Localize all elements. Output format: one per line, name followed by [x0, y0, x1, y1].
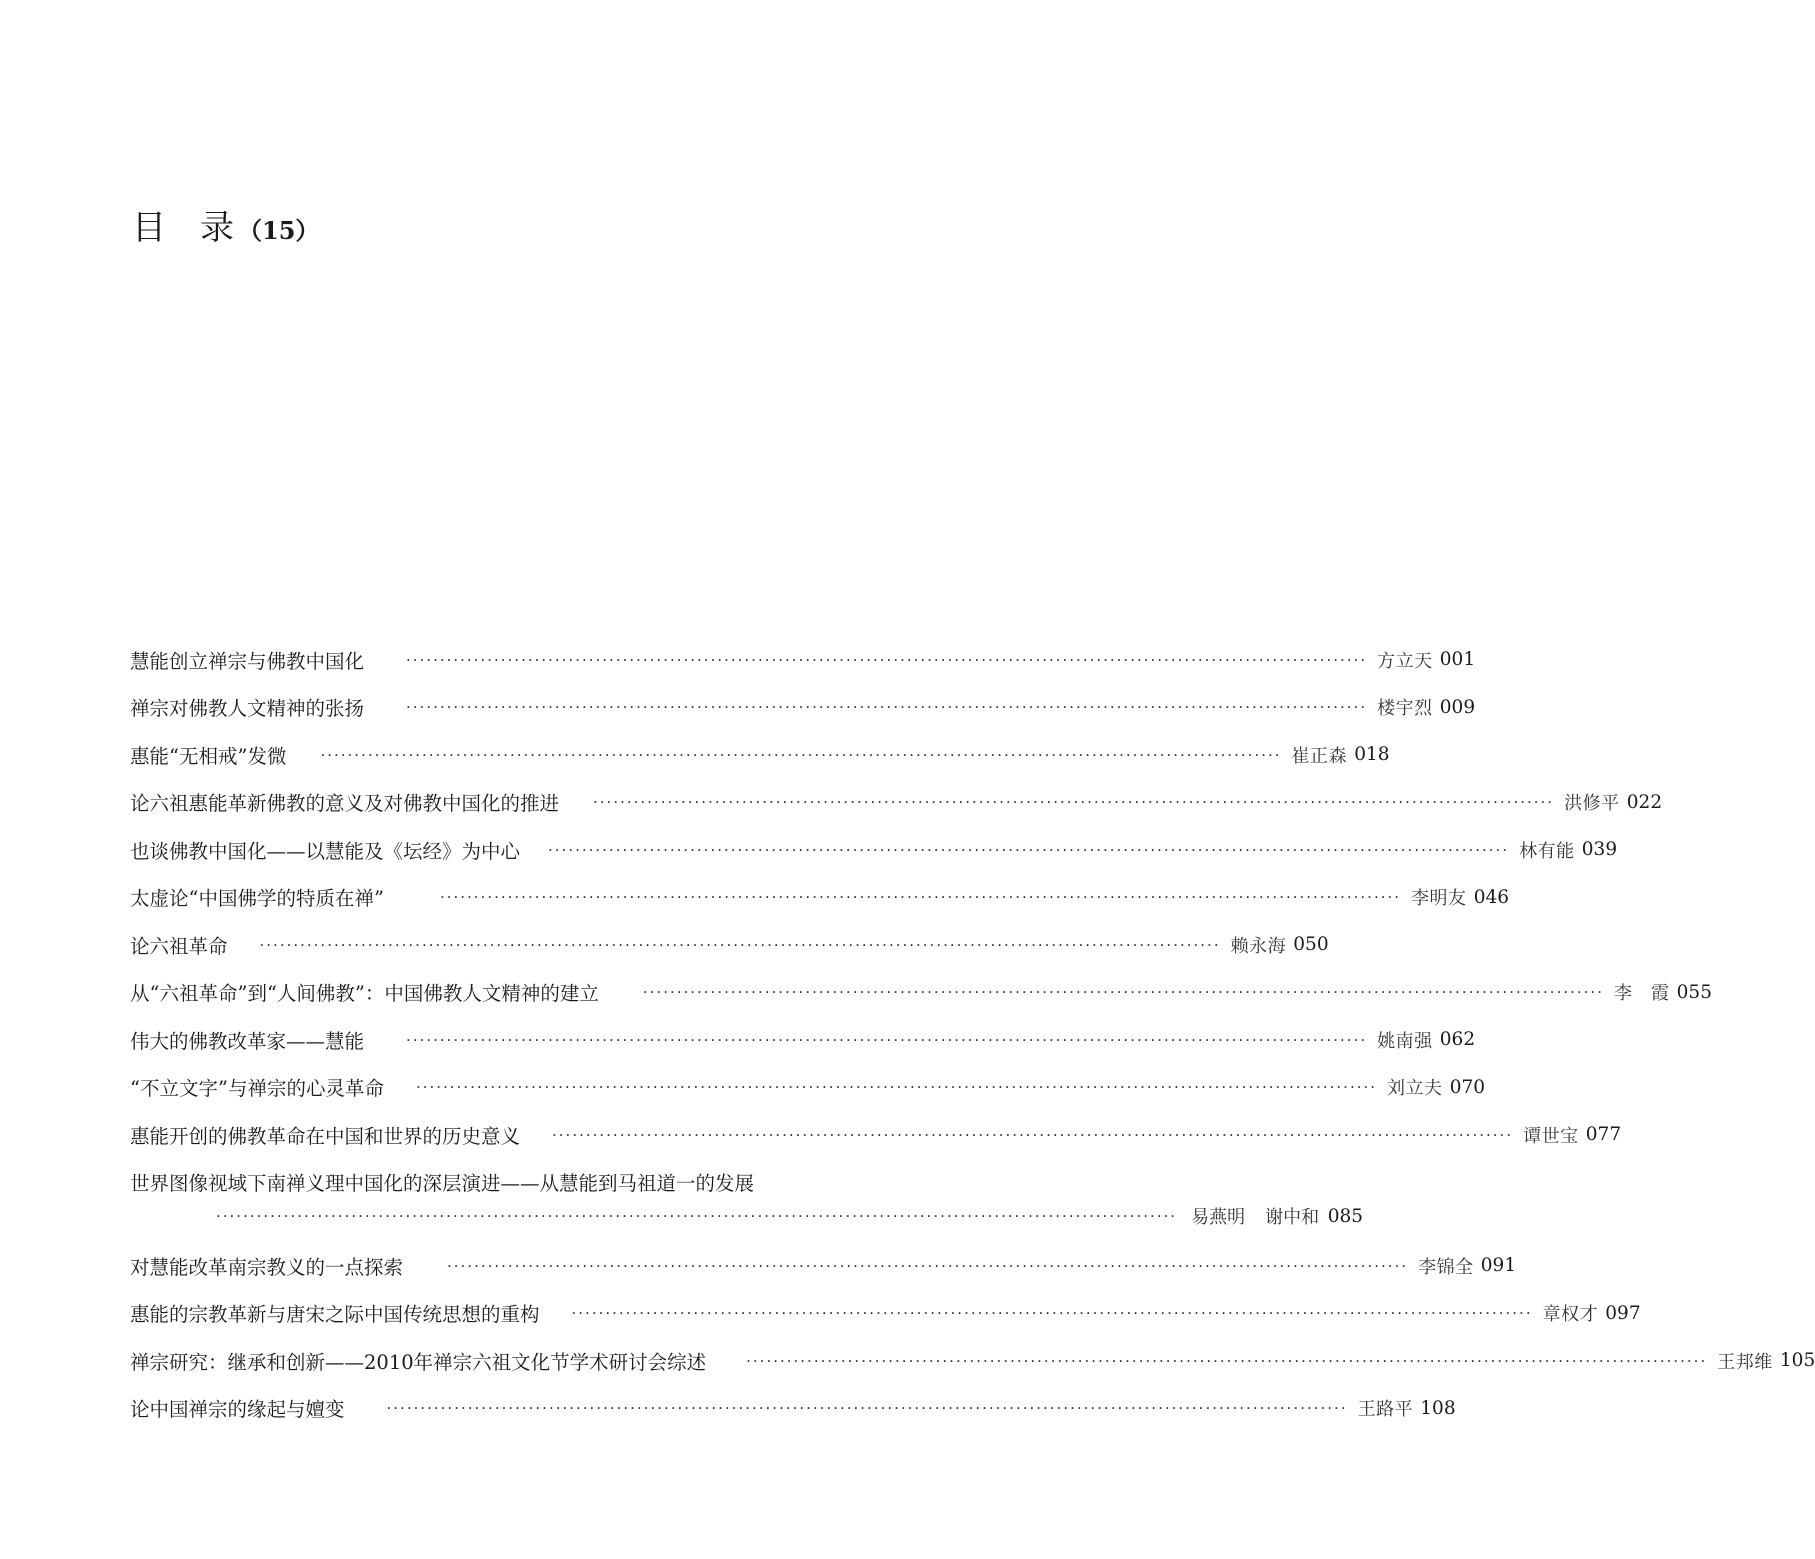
dot-leader: ·············································································································································· [406, 698, 1368, 717]
dot-leader: ·············································································································································· [552, 1125, 1514, 1144]
entry-author: 崔正森 [1291, 745, 1348, 767]
entry-title: 论六祖革命 [130, 934, 228, 958]
page-title [132, 200, 319, 250]
toc-entry-105[interactable] [130, 1337, 1815, 1385]
entry-page: 097 [1605, 1302, 1641, 1324]
entry-author: 李锦全 [1418, 1256, 1474, 1278]
entry-title: 伟大的佛教改革家——慧能 [130, 1029, 365, 1053]
toc-entry-001[interactable] [130, 636, 1476, 684]
toc-entry-070[interactable] [130, 1064, 1486, 1112]
entry-page: 070 [1449, 1076, 1486, 1098]
entry-page: 001 [1439, 649, 1476, 671]
dot-leader: ·············································································································································· [447, 1256, 1409, 1275]
entry-page: 077 [1585, 1124, 1622, 1146]
dot-leader: ·············································································································································· [216, 1207, 1178, 1225]
entry-title: 从“六祖革命”到“人间佛教”：中国佛教人文精神的建立 [130, 982, 599, 1006]
entry-leader-line [130, 1198, 1364, 1234]
dot-leader: ·············································································································································· [415, 1078, 1378, 1097]
toc-entry-085[interactable] [130, 1159, 1364, 1235]
entry-page: 039 [1581, 839, 1618, 861]
dot-leader: ·············································································································································· [386, 1399, 1348, 1418]
toc-entry-097[interactable] [130, 1290, 1641, 1338]
title-char-1: 目 [132, 208, 166, 248]
entry-author: 谭世宝 [1523, 1125, 1579, 1147]
entry-author: 李 霞 [1613, 983, 1670, 1005]
toc-entry-039[interactable] [130, 826, 1618, 874]
toc-entry-018[interactable] [130, 731, 1390, 779]
toc-entry-050[interactable] [130, 921, 1329, 969]
entry-author-2: 谢中和 [1265, 1207, 1320, 1228]
dot-leader: ·············································································································································· [746, 1351, 1708, 1370]
entry-page: 009 [1439, 696, 1476, 718]
entry-author: 王邦维 [1717, 1351, 1773, 1373]
entry-page: 055 [1676, 981, 1712, 1003]
entry-page: 062 [1439, 1029, 1476, 1051]
toc-entry-062[interactable] [130, 1016, 1476, 1064]
entry-author-1: 易燕明 [1191, 1207, 1246, 1228]
entry-page: 050 [1293, 934, 1329, 956]
entry-author: 方立天 [1377, 650, 1433, 672]
entry-page: 018 [1354, 744, 1390, 766]
table-of-contents [130, 636, 1815, 1432]
toc-entry-108[interactable] [130, 1385, 1456, 1433]
entry-title: “不立文字”与禅宗的心灵革命 [130, 1077, 384, 1101]
toc-entry-022[interactable] [130, 779, 1663, 827]
toc-entry-055[interactable] [130, 969, 1712, 1017]
dot-leader: ·············································································································································· [406, 1030, 1368, 1049]
entry-author: 李明友 [1411, 888, 1467, 910]
entry-page: 085 [1327, 1205, 1364, 1227]
toc-entry-091[interactable] [130, 1242, 1517, 1290]
entry-title: 也谈佛教中国化——以慧能及《坛经》为中心 [130, 839, 521, 863]
entry-title: 惠能的宗教革新与唐宋之际中国传统思想的重构 [130, 1303, 540, 1327]
dot-leader: ·············································································································································· [439, 888, 1402, 907]
entry-title: 太虚论“中国佛学的特质在禅” [130, 887, 384, 911]
entry-title: 论中国禅宗的缘起与嬗变 [130, 1398, 345, 1422]
entry-title: 论六祖惠能革新佛教的意义及对佛教中国化的推进 [130, 792, 560, 816]
entry-author: 王路平 [1357, 1399, 1414, 1421]
toc-entry-046[interactable] [130, 874, 1510, 922]
entry-title: 慧能创立禅宗与佛教中国化 [130, 649, 365, 673]
dot-leader: ·············································································································································· [548, 840, 1510, 859]
entry-author: 赖永海 [1230, 935, 1287, 957]
dot-leader: ·············································································································································· [259, 935, 1221, 954]
dot-leader: ·············································································································································· [642, 983, 1604, 1002]
entry-page: 046 [1473, 886, 1510, 908]
entry-author: 林有能 [1519, 840, 1575, 862]
entry-title: 禅宗研究：继承和创新——2010年禅宗六祖文化节学术研讨会综述 [130, 1350, 707, 1374]
entry-author: 刘立夫 [1387, 1078, 1443, 1100]
entry-author: 楼宇烈 [1377, 698, 1433, 720]
entry-title: 禅宗对佛教人文精神的张扬 [130, 697, 365, 721]
entry-title: 世界图像视域下南禅义理中国化的深层演进——从慧能到马祖道一的发展 [130, 1172, 755, 1196]
entry-page: 022 [1626, 791, 1663, 813]
dot-leader: ·············································································································································· [571, 1304, 1533, 1323]
entry-page: 105 [1779, 1350, 1815, 1372]
toc-entry-077[interactable] [130, 1111, 1622, 1159]
dot-leader: ·············································································································································· [406, 650, 1368, 669]
entry-title: 惠能开创的佛教革命在中国和世界的历史意义 [130, 1124, 521, 1148]
title-char-2: 录 [200, 208, 234, 248]
entry-author: 姚南强 [1377, 1030, 1433, 1052]
entry-author: 洪修平 [1564, 793, 1620, 815]
entry-page: 108 [1420, 1397, 1456, 1419]
entry-author: 章权才 [1542, 1304, 1599, 1326]
entry-page: 091 [1480, 1255, 1517, 1277]
volume-number: （15） [238, 216, 320, 245]
toc-entry-009[interactable] [130, 684, 1476, 732]
dot-leader: ·············································································································································· [593, 793, 1555, 812]
dot-leader: ·············································································································································· [320, 745, 1282, 764]
entry-title: 对慧能改革南宗教义的一点探索 [130, 1255, 404, 1279]
entry-title: 惠能“无相戒”发微 [130, 744, 287, 768]
